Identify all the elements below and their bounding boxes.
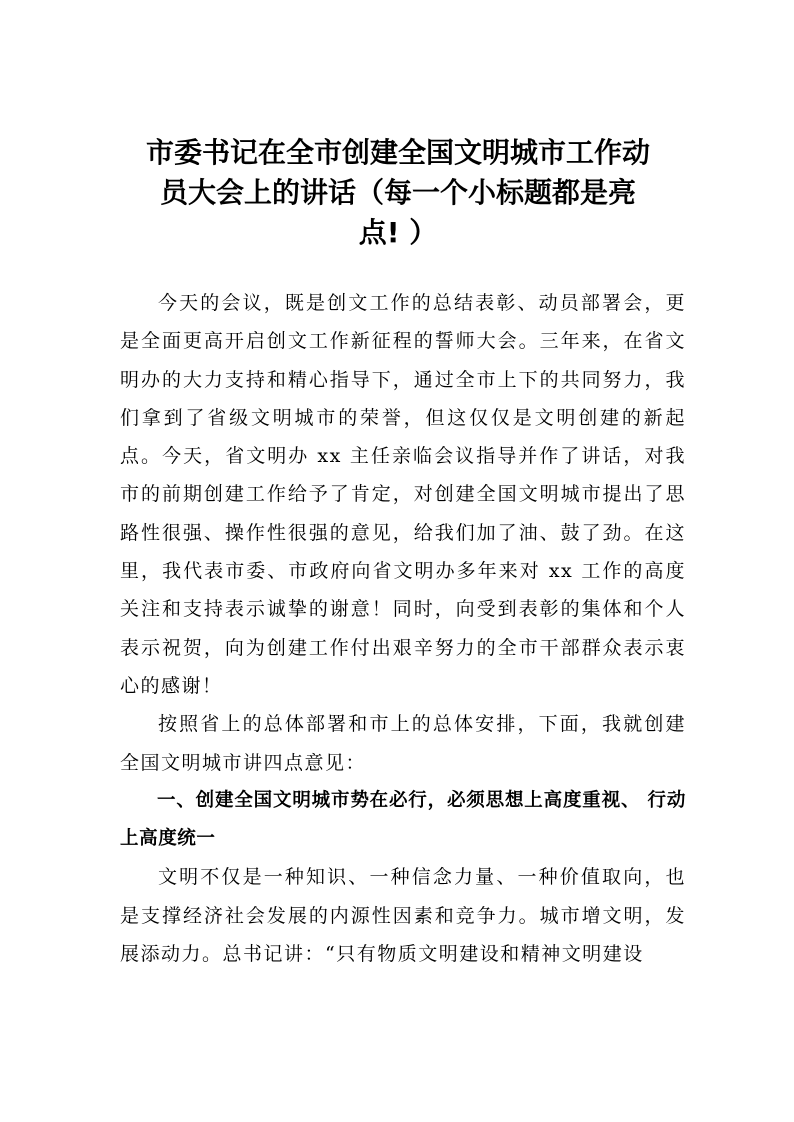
body-paragraph: 今天的会议，既是创文工作的总结表彰、动员部署会，更是全面更高开启创文工作新征程的誓师大会。三年来，在省文明办的大力支持和精心指导下，通过全市上下的共同努力，我们拿到了省级文明城市的荣誉，但这仅仅是文明创建的新起点。今天，省文明办 xx 主任亲临会议指导并作了讲话，对我市的前期创建工作给予了肯定，对创建全国文明城市提出了思路性很强、操作性很强的意见，给我们加了油、鼓了劲。在这里，我代表市委、市政府向省文明办多年来对 xx 工作的高度关注和支持表示诚挚的谢意！同时，向受到表彰的集体和个人表示祝贺，向为创建工作付出艰辛努力的全市干部群众表示衷心的感谢！: [120, 292, 686, 697]
title-line: 员大会上的讲话（每一个小标题都是亮: [159, 176, 636, 209]
section-heading: 一、创建全国文明城市势在必行，必须思想上高度重视、 行动上高度统一: [120, 789, 686, 850]
title-line: 点! ）: [358, 216, 438, 249]
body-paragraph: 按照省上的总体部署和市上的总体安排，下面，我就创建全国文明城市讲四点意见：: [120, 713, 686, 774]
body-paragraph: 文明不仅是一种知识、一种信念力量、一种价值取向，也是支撑经济社会发展的内源性因素和竞争力。城市增文明，发展添动力。总书记讲：“只有物质文明建设和精神文明建设: [120, 866, 686, 966]
document-body: [120, 284, 686, 973]
title-line: 市委书记在全市创建全国文明城市工作动: [145, 136, 650, 169]
document-title: [120, 133, 676, 253]
